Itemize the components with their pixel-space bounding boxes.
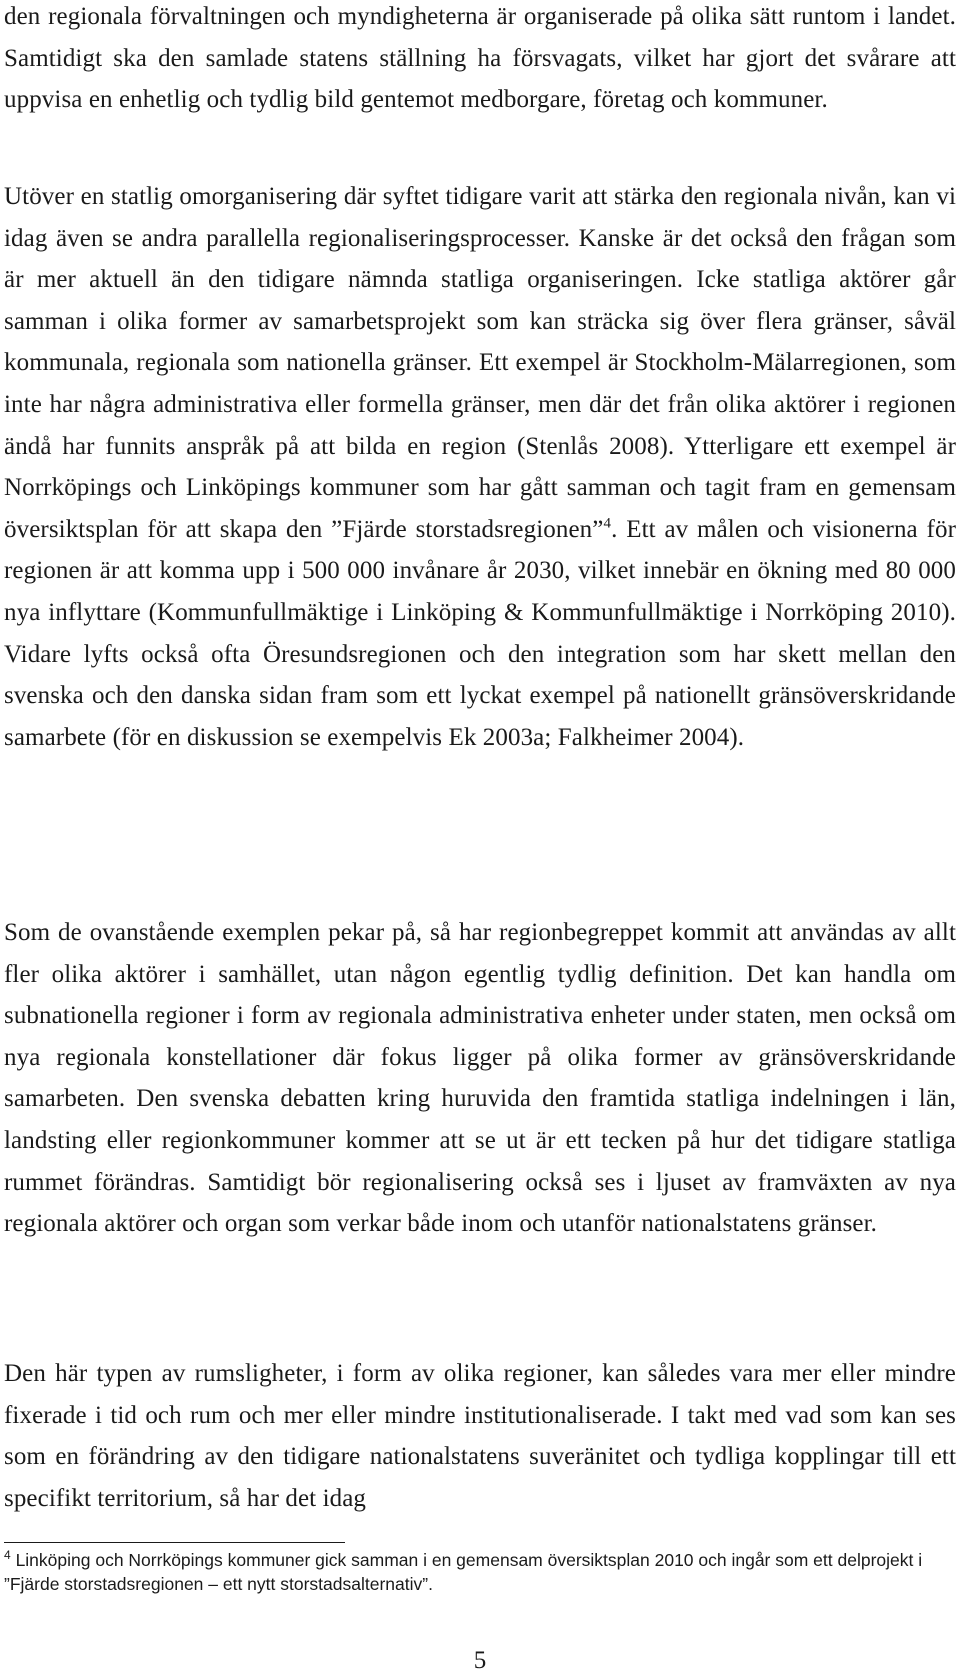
paragraph-3: Som de ovanstående exemplen pekar på, så har regionbegreppet kommit att användas av allt fler olika aktörer i samhället, utan någon egentlig tydlig definition. Det kan handla om subnationella regioner i form av regionala administrativa enheter under staten, men också om nya regionala konstellationer där fokus ligger på olika former av gränsöverskridande samarbeten. Den svenska debatten kring huruvida den framtida statliga indelningen i län, landsting eller regionkommuner kommer att se ut är ett tecken på hur det tidigare statliga rummet förändras. Samtidigt bör regionalisering också ses i ljuset av framväxten av nya regionala aktörer och organ som verkar både inom och utanför nationalstatens gränser. [4,919,956,1238]
paragraph-4: Den här typen av rumsligheter, i form av olika regioner, kan således vara mer eller mindre fixerade i tid och rum och mer eller mindre institutionaliserade. I takt med vad som kan ses som en förändring av den tidigare nationalstatens suveränitet och tydliga kopplingar till ett specifikt territorium, så har det idag [4,1360,956,1512]
paragraph-2-text-start: Utöver en statlig omorganisering där syftet tidigare varit att stärka den regionala nivån, kan vi idag även se andra parallella regionaliseringsprocesser. Kanske är det också den frågan som är mer aktuell än den tidigare nämnda statliga organiseringen. Icke statliga aktörer går samman i olika former av samarbetsprojekt som kan sträcka sig över flera gränser, såväl kommunala, regionala som nationella gränser. Ett exempel är Stockholm-Mälarregionen, som inte har några administrativa eller formella gränser, men där det från olika aktörer i regionen ändå har funnits anspråk på att bilda en region (Stenlås 2008). Ytterligare ett exempel är Norrköpings och Linköpings kommuner som har gått samman och tagit fram en gemensam översiktsplan för att skapa den ”Fjärde storstadsregionen” [4,183,956,543]
footnote-reference: 4 [603,515,612,532]
paragraph-2-text-end: . Ett av målen och visionerna för regionen är att komma upp i 500 000 invånare år 2030, vilket innebär en ökning med 80 000 nya inflyttare (Kommunfullmäktige i Linköping & Kommunfullmäktige i Norrköping 2010). Vidare lyfts också ofta Öresundsregionen och den integration som har skett mellan den svenska och den danska sidan fram som ett lyckat exempel på nationellt gränsöverskridande samarbete (för en diskussion se exempelvis Ek 2003a; Falkheimer 2004). [4,515,956,751]
paragraph-1: den regionala förvaltningen och myndigheterna är organiserade på olika sätt runtom i landet. Samtidigt ska den samlade statens ställning ha försvagats, vilket har gjort det svårare att uppvisa en enhetlig och tydlig bild gentemot medborgare, företag och kommuner. [4,3,956,114]
page-number: 5 [473,1647,487,1674]
footnote [4,1548,956,1596]
footnote-separator [4,1542,345,1543]
paragraph-2 [4,176,956,758]
footnote-text: Linköping och Norrköpings kommuner gick samman i en gemensam översiktsplan 2010 och ingår som ett delprojekt i ”Fjärde storstadsregionen – ett nytt storstadsalternativ”. [4,1550,923,1594]
footnote-number: 4 [4,1548,11,1563]
